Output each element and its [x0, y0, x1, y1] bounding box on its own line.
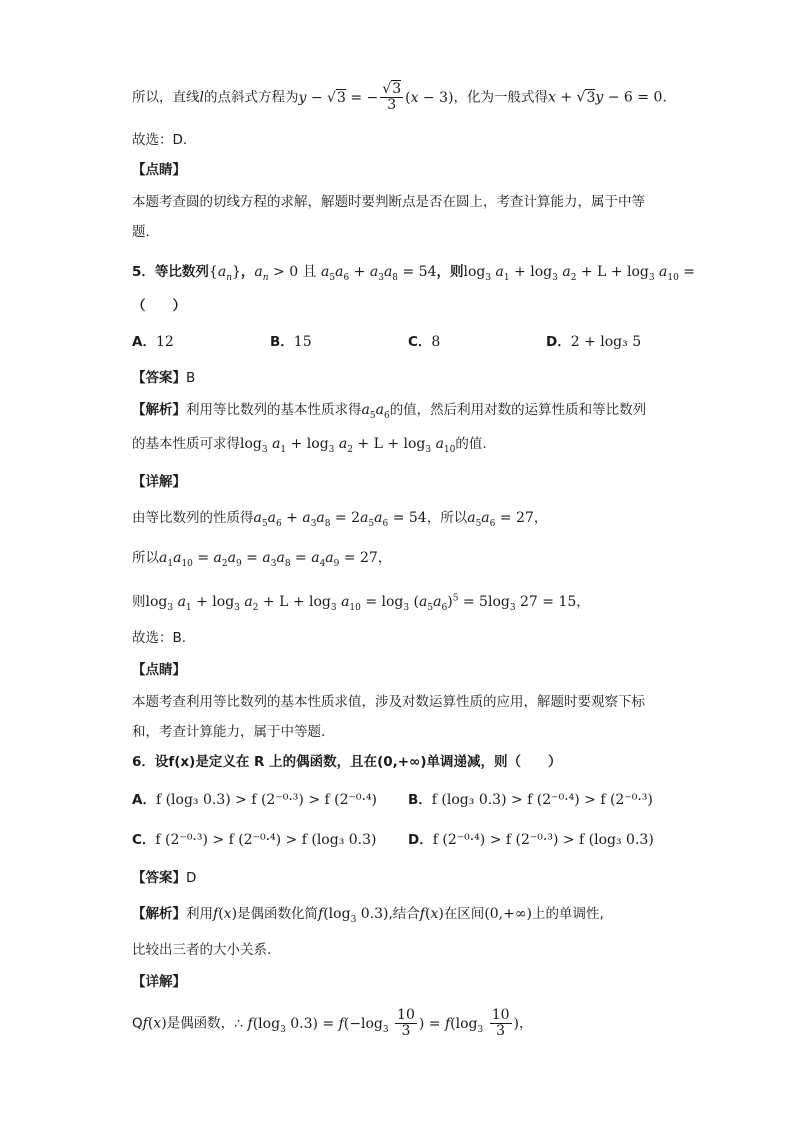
text: 在区间 — [443, 906, 485, 922]
option-value: f (2⁻⁰·⁴) > f (2⁻⁰·³) > f (log₃ 0.3) — [432, 832, 654, 848]
text: 的点斜式方程为 — [203, 89, 299, 106]
option-6-d — [408, 830, 654, 850]
option-label: D． — [546, 334, 571, 350]
math-seq: $\{a_n\}$ — [208, 264, 241, 283]
math-fx: f(x) — [142, 1015, 167, 1032]
option-6-b — [408, 790, 653, 810]
option-5-a — [132, 332, 174, 352]
answer-tag: 【答案】 — [132, 370, 186, 386]
math-l: l — [199, 89, 204, 106]
note-line: 本题考查利用等比数列的基本性质求值，涉及对数运算性质的应用，解题时要观察下标 — [132, 694, 645, 710]
because-symbol: Q — [132, 1015, 143, 1032]
text: 则 — [132, 594, 146, 610]
option-label: D． — [408, 832, 433, 848]
text: 是偶函数， — [166, 1015, 235, 1032]
question-number: 5．等比数列 — [132, 264, 209, 280]
note-line: 本题考查圆的切线方程的求解，解题时要判断点是否在圆上，考查计算能力，属于中等 — [132, 194, 645, 210]
math-even-step: ∴ $f(\log_3$ $0.3) = f(-\log_3$ $\frac{10}{3}$ ) = $f(\log_3$ $\frac{10}{3}$ ) — [234, 1007, 519, 1039]
answer-value: D — [186, 870, 197, 886]
answer-5 — [132, 368, 664, 388]
option-6-a — [132, 790, 377, 810]
note-line: 题. — [132, 224, 150, 240]
step-2 — [132, 548, 664, 568]
option-label: A． — [132, 792, 156, 808]
option-label: B． — [408, 792, 432, 808]
option-label: A． — [132, 334, 156, 350]
jiexi-5-line1 — [132, 400, 664, 420]
jiexi-6-line1 — [132, 904, 664, 924]
text: ，所以 — [426, 510, 468, 526]
math-general-form: x + √3y − 6 = 0. — [547, 89, 667, 106]
option-5-d — [546, 332, 641, 352]
text: 的值. — [455, 436, 487, 452]
text: 由等比数列的性质得 — [132, 510, 254, 526]
text: 的基本性质可求得 — [132, 436, 240, 452]
text: ， — [518, 1015, 533, 1032]
text: ， — [576, 594, 590, 610]
option-value: f (log₃ 0.3) > f (2⁻⁰·⁴) > f (2⁻⁰·³) — [431, 792, 653, 808]
note-line: 和，考查计算能力，属于中等题. — [132, 724, 326, 740]
option-value: f (2⁻⁰·³) > f (2⁻⁰·⁴) > f (log₃ 0.3) — [155, 832, 377, 848]
math-a5a6: $a_5a_6$ — [361, 402, 390, 421]
option-5-c — [408, 332, 440, 352]
answer-6 — [132, 868, 664, 888]
option-value: 15 — [293, 334, 312, 350]
dianjing-heading: 【点睛】 — [132, 162, 186, 178]
option-label: C． — [408, 334, 432, 350]
step-3 — [132, 592, 664, 612]
jiexi-tag: 【解析】 — [132, 402, 186, 418]
step-6-1 — [132, 1008, 664, 1039]
math-step1b: $a_5a_6 = 27$ — [467, 510, 534, 529]
option-value: 2 + log₃ 5 — [570, 334, 642, 350]
option-5-b — [270, 332, 312, 352]
xiangjie-heading: 【详解】 — [132, 474, 186, 490]
text: ， — [377, 550, 392, 566]
math-flog: $f(\log_3$ 0.3) — [318, 906, 389, 925]
option-label: C． — [132, 832, 156, 848]
answer-tag: 【答案】 — [132, 870, 186, 886]
option-value: 12 — [155, 334, 174, 350]
text: ， — [533, 510, 548, 526]
answer-value: B — [186, 370, 196, 386]
selection-d: 故选：D. — [132, 132, 188, 148]
text: 的值，然后利用对数的运算性质和等比数列 — [389, 402, 647, 418]
option-6-c — [132, 830, 377, 850]
jiexi-5-line2 — [132, 434, 664, 454]
text: ,结合 — [388, 906, 420, 922]
dianjing-heading-2: 【点睛】 — [132, 662, 186, 678]
math-fx: f(x) — [213, 906, 238, 922]
text: ，则 — [436, 264, 464, 280]
math-step3: $\log_3 a_1 + \log_3 a_2 + L + \log_3 a_{10} = \log_3 (a_5a_6)^5 = 5\log_3$ 27 = 15 — [145, 593, 577, 613]
question-5-paren: （ ） — [132, 298, 186, 314]
text: 上的单调性, — [532, 906, 604, 922]
jiexi-tag: 【解析】 — [132, 906, 186, 922]
selection-b: 故选：B. — [132, 630, 187, 646]
text: 所以，直线 — [132, 89, 200, 106]
option-value: 8 — [431, 334, 441, 350]
math-step2: $a_1a_{10} = a_2a_9 = a_3a_8 = a_4a_9 = 27$ — [159, 550, 378, 569]
option-value: f (log₃ 0.3) > f (2⁻⁰·³) > f (2⁻⁰·⁴) — [155, 792, 378, 808]
math-step1: $a_5a_6 + a_3a_8 = 2a_5a_6 = 54$ — [253, 510, 427, 529]
text: ，化为一般式得 — [453, 89, 548, 106]
math-point-slope: y − √3 = − $\frac{√3}{3}$ (x − 3) — [298, 81, 454, 113]
math-interval: (0,+∞) — [484, 906, 532, 922]
text: 利用 — [186, 906, 213, 922]
text: 是偶函数化简 — [237, 906, 319, 922]
xiangjie-heading-2: 【详解】 — [132, 974, 186, 990]
math-log-sum: $\log_3 a_1 + \log_3 a_2 + L + \log_3 a_{10}$ — [240, 436, 456, 455]
option-label: B． — [270, 334, 294, 350]
text: 所以 — [132, 550, 159, 566]
text: 利用等比数列的基本性质求得 — [186, 402, 362, 418]
question-6: 6．设f(x)是定义在 R 上的偶函数，且在(0,+∞)单调递减，则（ ） — [132, 754, 562, 770]
question-5: 5．等比数列$\{a_n\}$，$a_n > 0$ 且 $a_5a_6 + a_3a_8 = 54$，则$\log_3 a_1 + \log_3 a_2 + L + \log_3 a_{10}$ = — [132, 264, 696, 283]
jiexi-6-line2: 比较出三者的大小关系. — [132, 942, 272, 958]
step-1 — [132, 508, 664, 528]
math-log-sum: $\log_3 a_1 + \log_3 a_2 + L + \log_3 a_{10}$ = — [463, 264, 696, 283]
math-fx: f(x) — [419, 906, 444, 922]
math-condition: $a_n > 0$ 且 $a_5a_6 + a_3a_8 = 54$ — [254, 264, 437, 283]
line-tangent-equation — [132, 81, 667, 113]
